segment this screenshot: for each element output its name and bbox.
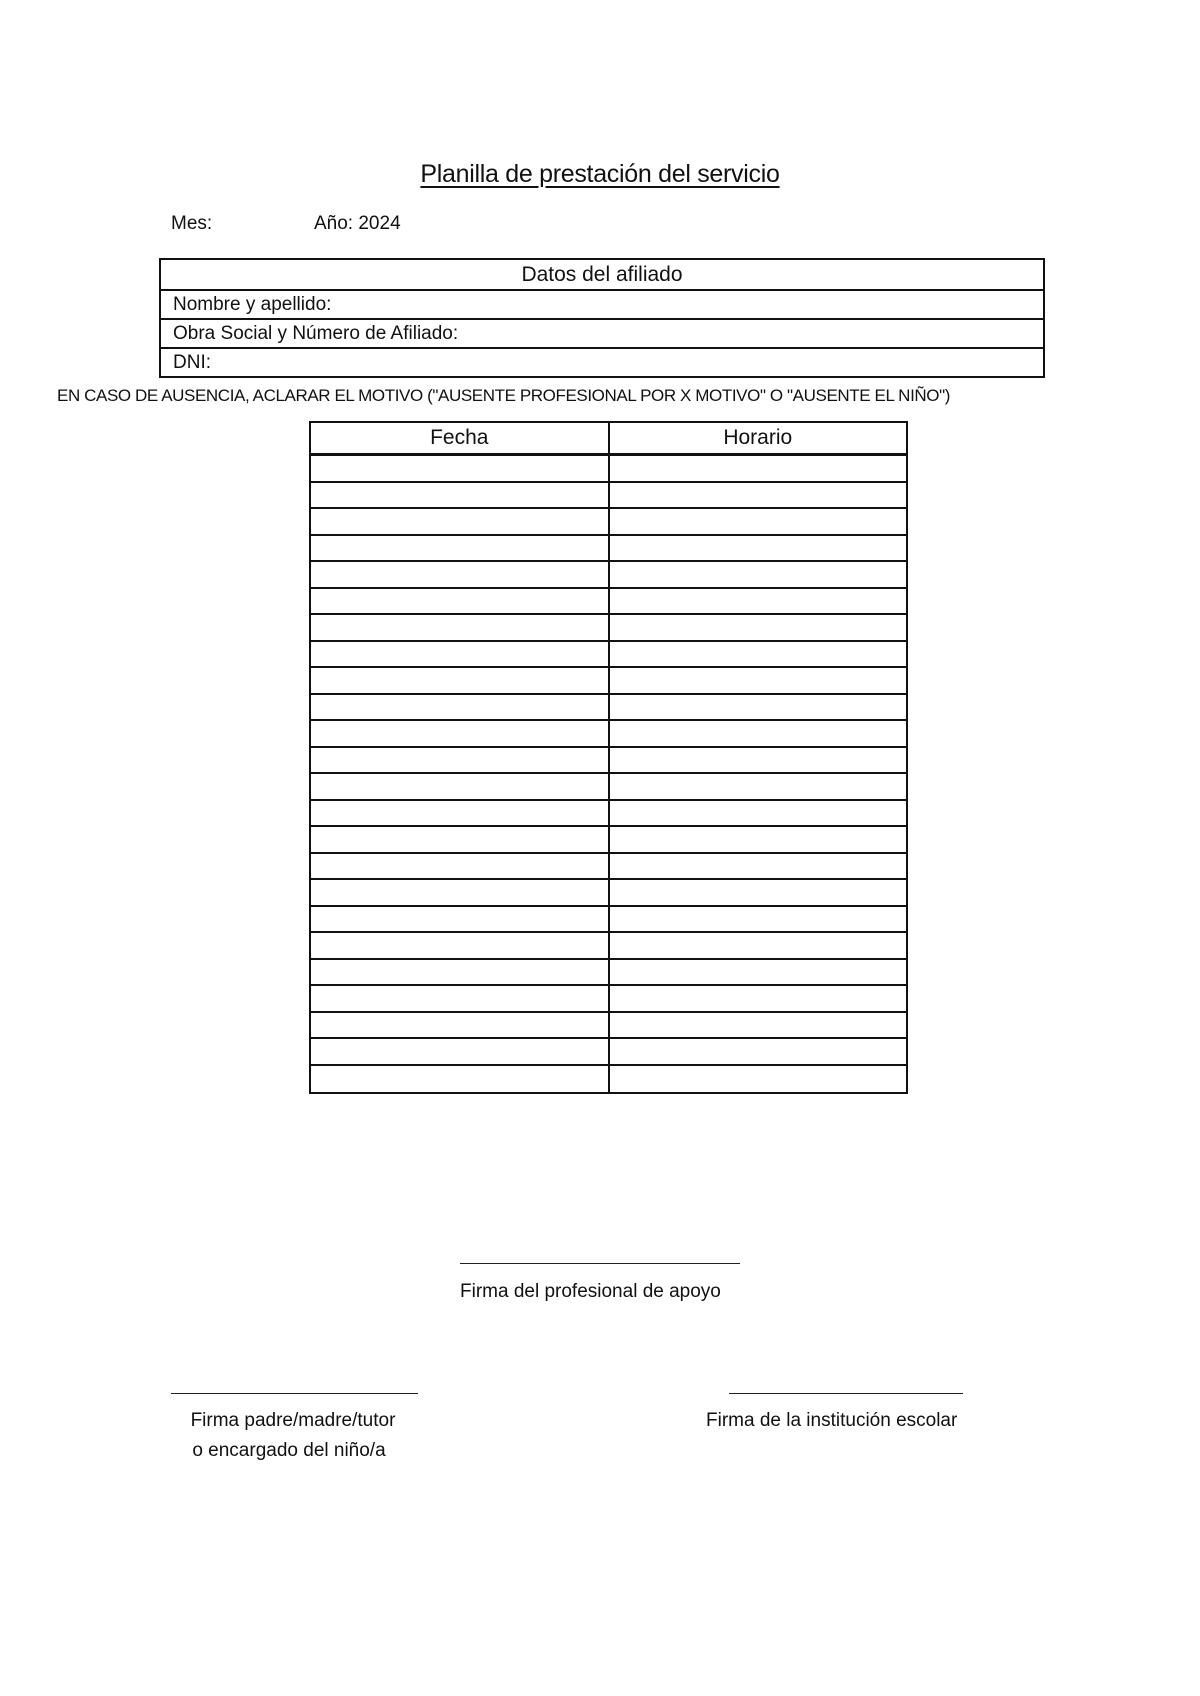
fecha-cell[interactable]	[311, 880, 610, 905]
fecha-cell[interactable]	[311, 960, 610, 985]
table-row	[311, 827, 906, 854]
fecha-cell[interactable]	[311, 774, 610, 799]
table-row	[311, 562, 906, 589]
horario-cell[interactable]	[610, 801, 907, 826]
horario-cell[interactable]	[610, 695, 907, 720]
fecha-cell[interactable]	[311, 562, 610, 587]
fecha-cell[interactable]	[311, 456, 610, 481]
table-row	[311, 986, 906, 1013]
signature-label-padre-line2: o encargado del niño/a	[192, 1440, 386, 1461]
attendance-table-body	[311, 456, 906, 1092]
horario-cell[interactable]	[610, 986, 907, 1011]
table-row	[311, 536, 906, 563]
fecha-cell[interactable]	[311, 933, 610, 958]
attendance-table-header	[311, 423, 906, 456]
fecha-cell[interactable]	[311, 615, 610, 640]
horario-cell[interactable]	[610, 483, 907, 508]
signature-line-profesional	[460, 1263, 740, 1264]
fecha-cell[interactable]	[311, 695, 610, 720]
attendance-table	[309, 421, 908, 1094]
document-title: Planilla de prestación del servicio	[420, 160, 780, 188]
fecha-cell[interactable]	[311, 509, 610, 534]
column-header-fecha: Fecha	[311, 423, 610, 453]
horario-cell[interactable]	[610, 774, 907, 799]
fecha-cell[interactable]	[311, 854, 610, 879]
horario-cell[interactable]	[610, 642, 907, 667]
table-row	[311, 907, 906, 934]
table-row	[311, 854, 906, 881]
mes-label: Mes:	[171, 213, 213, 234]
horario-cell[interactable]	[610, 509, 907, 534]
horario-cell[interactable]	[610, 907, 907, 932]
table-row	[311, 483, 906, 510]
table-row	[311, 695, 906, 722]
table-row	[311, 1039, 906, 1066]
afiliado-data-table	[159, 258, 1045, 378]
horario-cell[interactable]	[610, 456, 907, 481]
table-row	[311, 774, 906, 801]
fecha-cell[interactable]	[311, 1066, 610, 1093]
fecha-cell[interactable]	[311, 748, 610, 773]
signature-label-padre-line1: Firma padre/madre/tutor	[190, 1410, 396, 1431]
horario-cell[interactable]	[610, 933, 907, 958]
fecha-cell[interactable]	[311, 721, 610, 746]
table-row	[311, 509, 906, 536]
signature-line-institucion	[729, 1393, 963, 1394]
table-row	[311, 642, 906, 669]
horario-cell[interactable]	[610, 1039, 907, 1064]
afiliado-field-nombre[interactable]: Nombre y apellido:	[161, 291, 1043, 320]
fecha-cell[interactable]	[311, 668, 610, 693]
horario-cell[interactable]	[610, 1013, 907, 1038]
horario-cell[interactable]	[610, 880, 907, 905]
ausencia-instruction: EN CASO DE AUSENCIA, ACLARAR EL MOTIVO ("AUSENTE PROFESIONAL POR X MOTIVO" O "AUSENTE EL NIÑO")	[57, 386, 950, 405]
signature-label-institucion: Firma de la institución escolar	[706, 1410, 958, 1431]
fecha-cell[interactable]	[311, 1039, 610, 1064]
horario-cell[interactable]	[610, 748, 907, 773]
fecha-cell[interactable]	[311, 907, 610, 932]
horario-cell[interactable]	[610, 1066, 907, 1093]
horario-cell[interactable]	[610, 854, 907, 879]
fecha-cell[interactable]	[311, 827, 610, 852]
table-row	[311, 615, 906, 642]
horario-cell[interactable]	[610, 536, 907, 561]
fecha-cell[interactable]	[311, 483, 610, 508]
horario-cell[interactable]	[610, 827, 907, 852]
afiliado-header: Datos del afiliado	[161, 260, 1043, 291]
fecha-cell[interactable]	[311, 801, 610, 826]
horario-cell[interactable]	[610, 721, 907, 746]
signature-label-profesional: Firma del profesional de apoyo	[460, 1281, 721, 1302]
table-row	[311, 880, 906, 907]
horario-cell[interactable]	[610, 589, 907, 614]
horario-cell[interactable]	[610, 615, 907, 640]
table-row	[311, 721, 906, 748]
fecha-cell[interactable]	[311, 589, 610, 614]
signature-line-padre	[171, 1393, 418, 1394]
afiliado-field-dni[interactable]: DNI:	[173, 352, 211, 373]
column-header-horario: Horario	[723, 426, 793, 449]
table-row	[311, 801, 906, 828]
fecha-cell[interactable]	[311, 1013, 610, 1038]
anio-label: Año: 2024	[314, 213, 401, 234]
horario-cell[interactable]	[610, 562, 907, 587]
table-row	[311, 933, 906, 960]
table-row	[311, 1013, 906, 1040]
table-row	[311, 960, 906, 987]
table-row	[311, 748, 906, 775]
table-row	[311, 1066, 906, 1093]
table-row	[311, 668, 906, 695]
fecha-cell[interactable]	[311, 642, 610, 667]
table-row	[311, 589, 906, 616]
fecha-cell[interactable]	[311, 536, 610, 561]
table-row	[311, 456, 906, 483]
horario-cell[interactable]	[610, 960, 907, 985]
afiliado-field-obra-social[interactable]: Obra Social y Número de Afiliado:	[161, 320, 1043, 349]
horario-cell[interactable]	[610, 668, 907, 693]
fecha-cell[interactable]	[311, 986, 610, 1011]
